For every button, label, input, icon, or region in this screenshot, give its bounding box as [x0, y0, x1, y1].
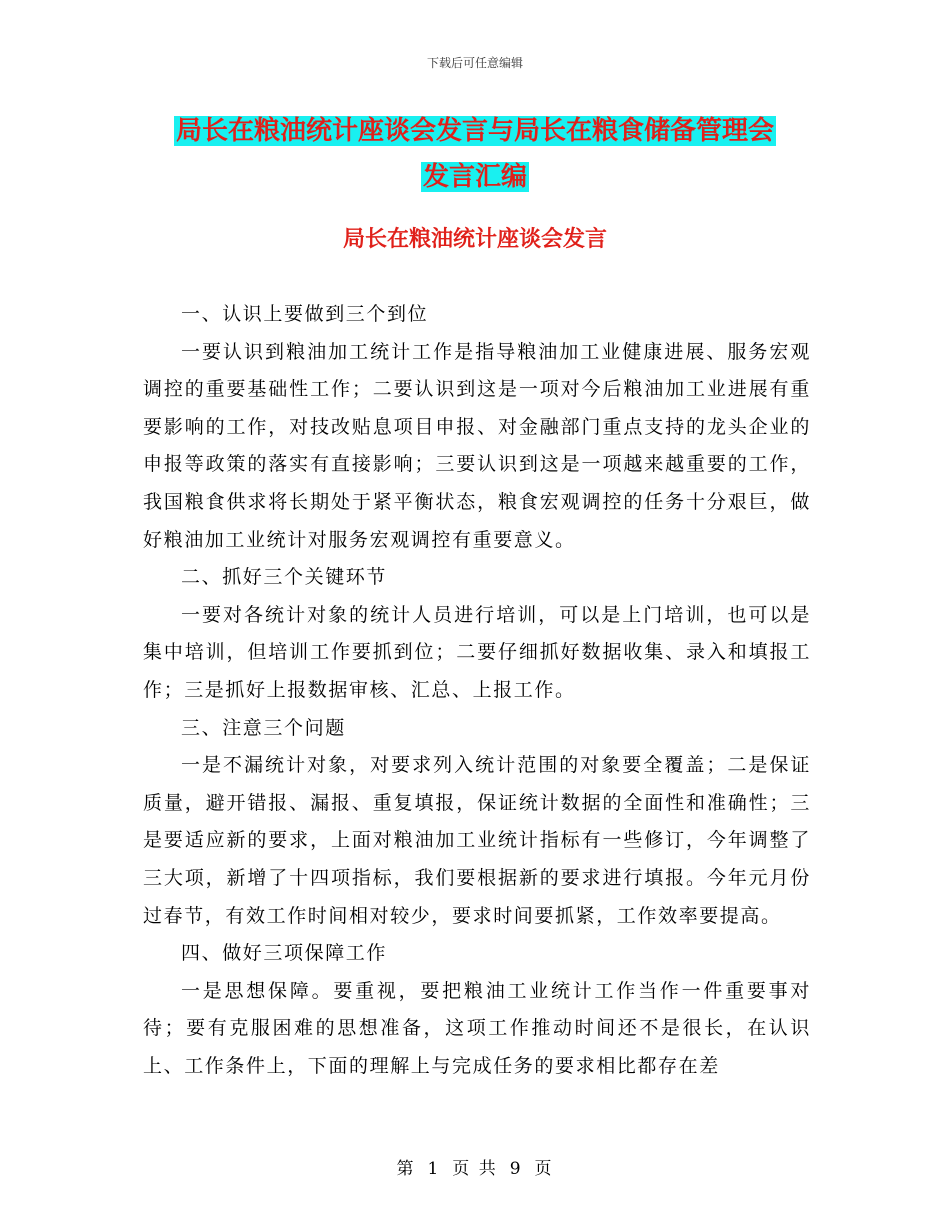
page-footer — [0, 1154, 950, 1179]
title-line-1-text: 局长在粮油统计座谈会发言与局长在粮食储备管理会 — [175, 116, 774, 146]
page-total: 9 — [509, 1159, 523, 1179]
heading-4: 四、做好三项保障工作 — [181, 942, 388, 965]
footer-middle: 页 共 — [452, 1159, 498, 1179]
section-title: 局长在粮油统计座谈会发言 — [342, 227, 607, 252]
title-line-1 — [140, 110, 810, 152]
paragraph-4: 一是思想保障。要重视，要把粮油工业统计工作当作一件重要事对待；要有克服困难的思想准备，这项工作推动时间还不是很长，在认识上、工作条件上，下面的理解上与完成任务的要求相比都存在差 — [143, 979, 811, 1077]
footer-suffix: 页 — [534, 1159, 554, 1179]
heading-1: 一、认识上要做到三个到位 — [181, 303, 429, 325]
paragraph-3: 一是不漏统计对象，对要求列入统计范围的对象要全覆盖；二是保证质量，避开错报、漏报、重复填报，保证统计数据的全面性和准确性；三是要适应新的要求，上面对粮油加工业统计指标有一些修订，今年调整了三大项，新增了十四项指标，我们要根据新的要求进行填报。今年元月份过春节，有效工作时间相对较少，要求时间要抓紧，工作效率要提高。 — [143, 754, 811, 927]
footer-prefix: 第 — [396, 1159, 416, 1179]
paragraph-1: 一要认识到粮油加工统计工作是指导粮油加工业健康进展、服务宏观调控的重要基础性工作；二要认识到这是一项对今后粮油加工业进展有重要影响的工作，对技改贴息项目申报、对金融部门重点支持的龙头企业的申报等政策的落实有直接影响；三要认识到这是一项越来越重要的工作，我国粮食供求将长期处于紧平衡状态，粮食宏观调控的任务十分艰巨，做好粮油加工业统计对服务宏观调控有重要意义。 — [143, 340, 811, 551]
document-title — [140, 110, 810, 198]
paragraph-2: 一要对各统计对象的统计人员进行培训，可以是上门培训，也可以是集中培训，但培训工作要抓到位；二要仔细抓好数据收集、录入和填报工作；三是抓好上报数据审核、汇总、上报工作。 — [143, 603, 811, 701]
header-note: 下载后可任意编辑 — [426, 56, 523, 70]
title-line-2 — [140, 156, 810, 198]
heading-3: 三、注意三个问题 — [181, 716, 346, 739]
body-text — [143, 296, 811, 1085]
title-line-2-text: 发言汇编 — [422, 162, 527, 192]
page-number: 1 — [427, 1159, 441, 1179]
heading-2: 二、抓好三个关键环节 — [181, 566, 388, 589]
